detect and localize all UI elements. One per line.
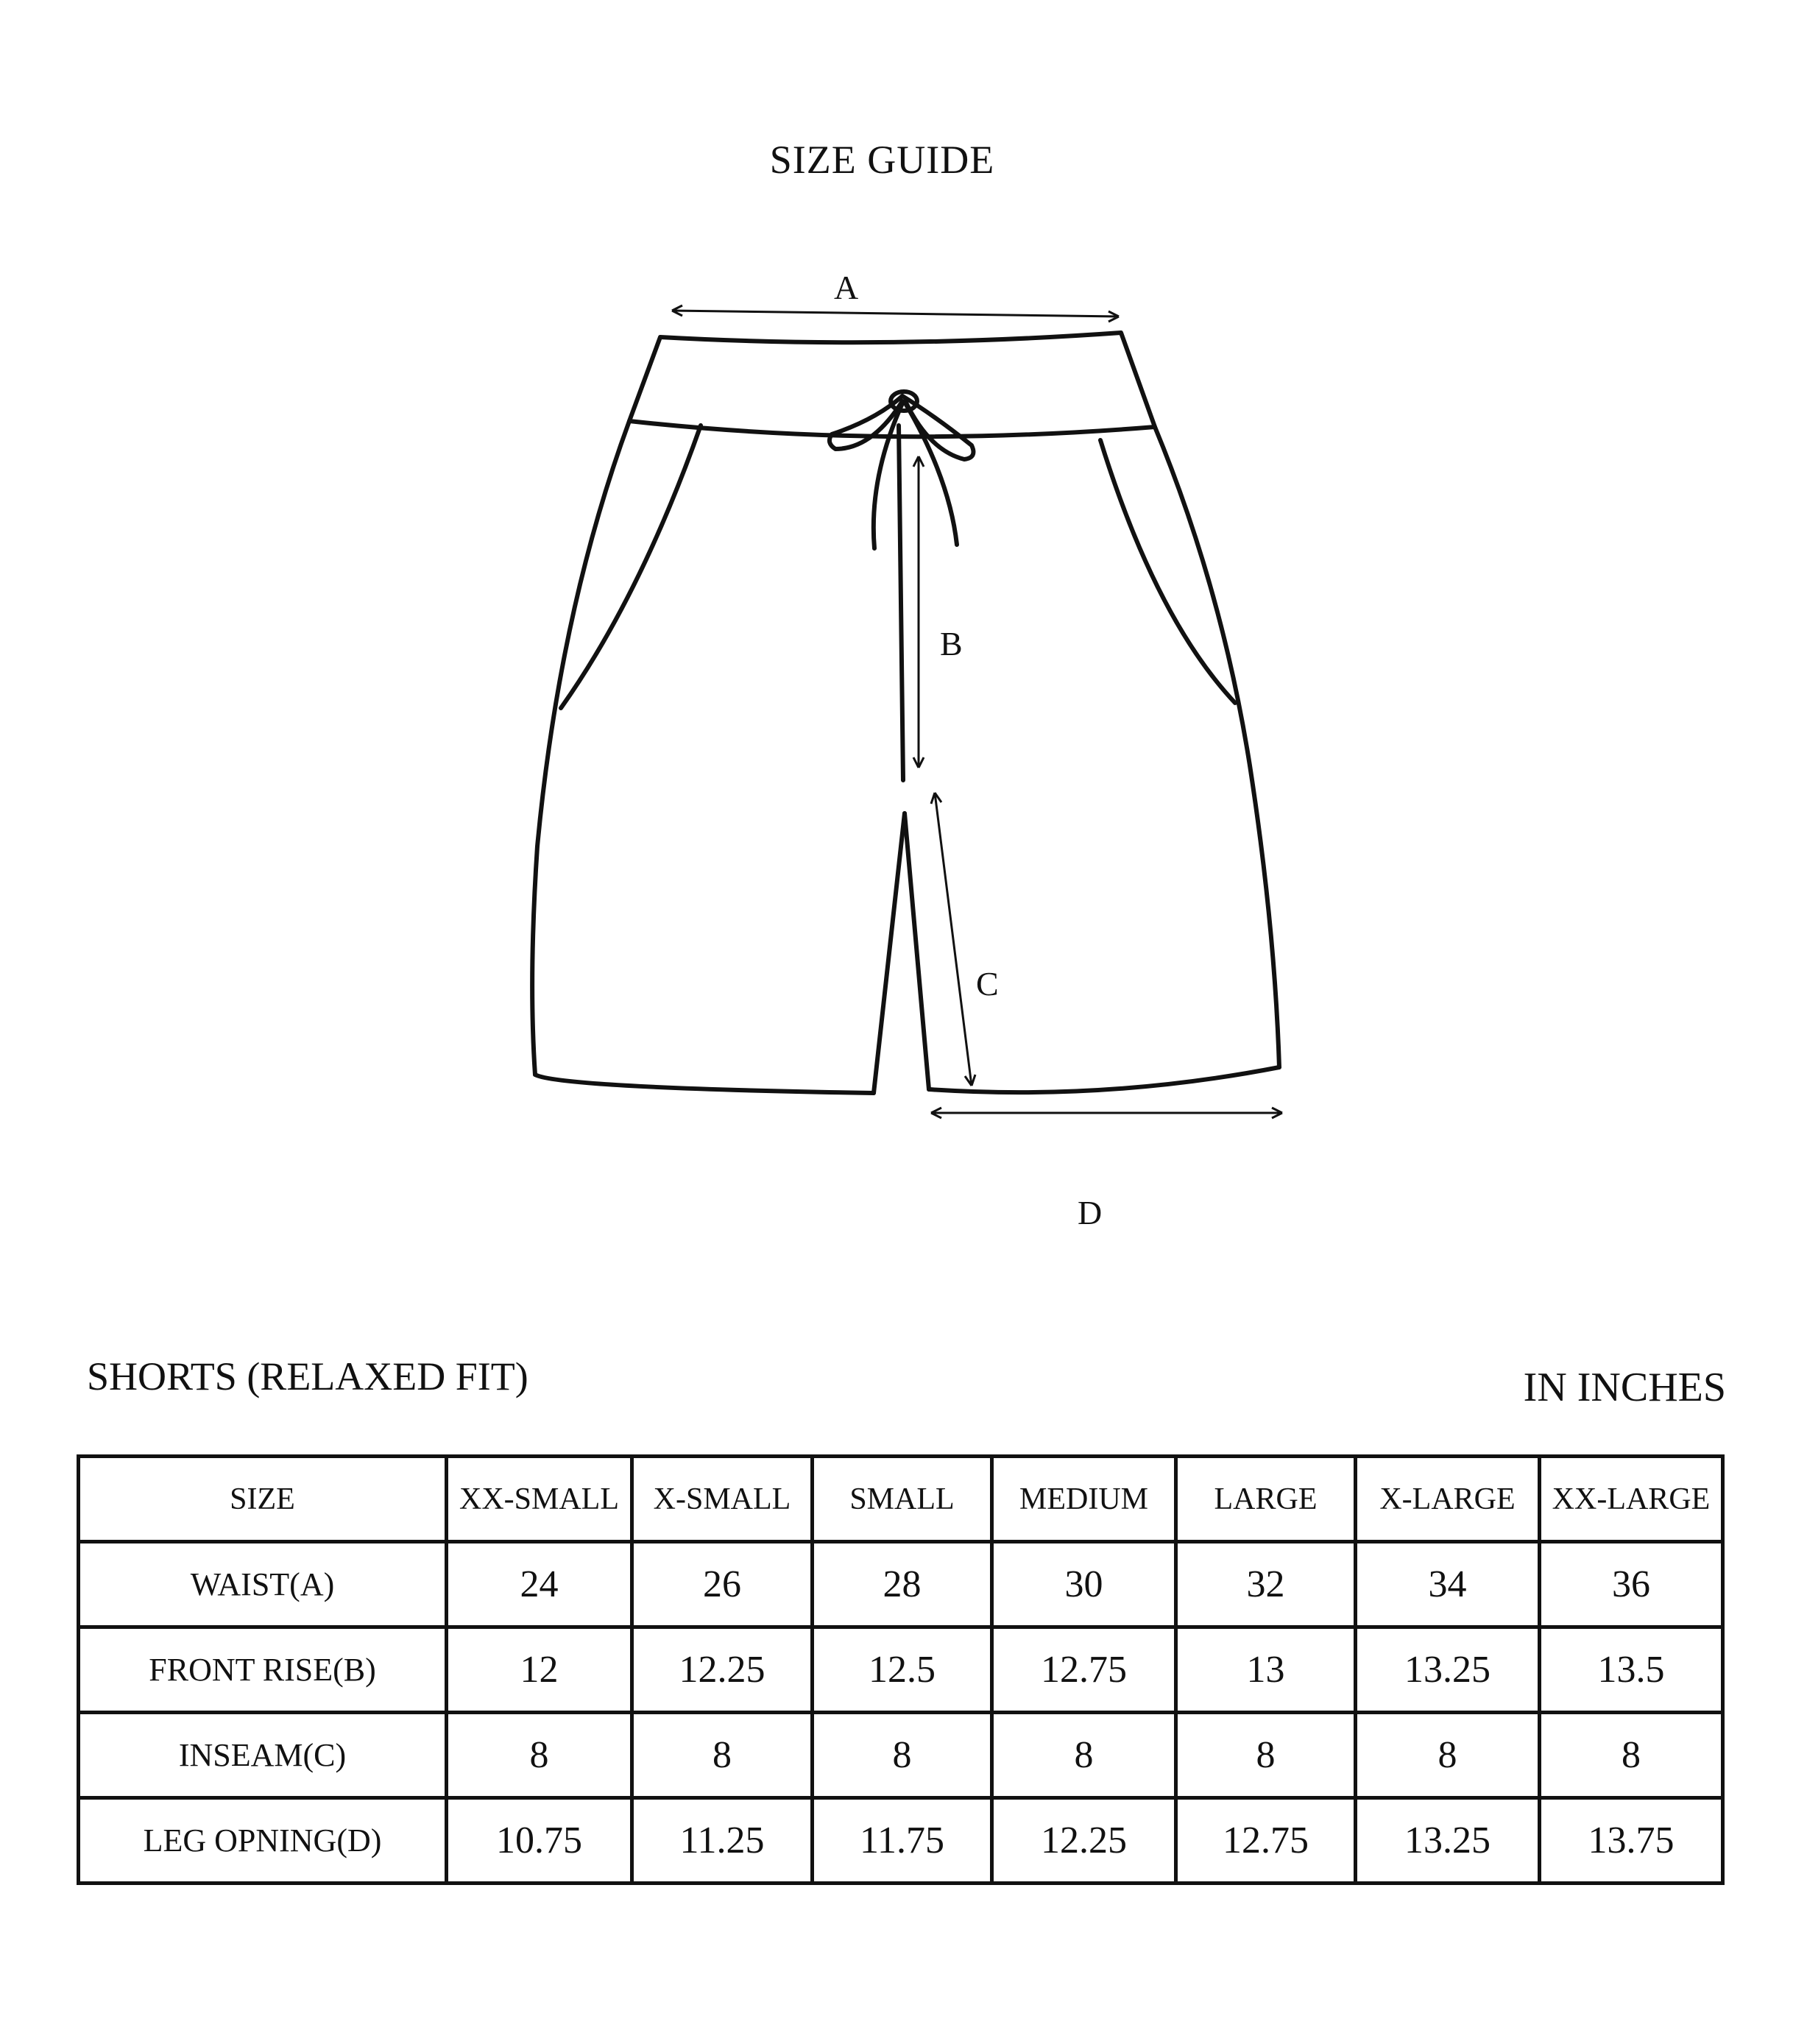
table-cell: 12.75 [1176,1798,1356,1884]
table-cell: 12.25 [632,1627,813,1713]
dimension-label-d: D [1078,1194,1103,1231]
header-size: XX-LARGE [1540,1457,1723,1542]
left-inseam [874,813,905,1093]
table-cell: 13.5 [1540,1627,1723,1713]
table-cell: 28 [813,1542,992,1627]
table-cell: 8 [813,1713,992,1798]
row-label: INSEAM(C) [79,1713,447,1798]
arrow-b [913,456,924,768]
arrow-d [931,1108,1282,1118]
table-cell: 12.25 [992,1798,1176,1884]
header-size: XX-SMALL [447,1457,632,1542]
table-cell: 34 [1356,1542,1540,1627]
table-cell: 13 [1176,1627,1356,1713]
center-seam [899,425,903,780]
table-row [79,1627,1723,1713]
table-cell: 24 [447,1542,632,1627]
table-row [79,1798,1723,1884]
right-hem [929,1067,1279,1092]
left-outer-seam [532,421,629,1075]
waistband-outline [629,333,1155,436]
table-cell: 11.75 [813,1798,992,1884]
table-cell: 13.75 [1540,1798,1723,1884]
header-size: MEDIUM [992,1457,1176,1542]
size-chart-table [77,1454,1725,1885]
right-inseam [905,813,929,1089]
unit-label: IN INCHES [1523,1365,1726,1410]
table-cell: 10.75 [447,1798,632,1884]
table-cell: 8 [992,1713,1176,1798]
header-size: LARGE [1176,1457,1356,1542]
right-outer-seam [1155,427,1279,1067]
left-pocket [561,425,701,708]
dimension-label-b: B [940,625,963,662]
table-cell: 36 [1540,1542,1723,1627]
right-pocket [1100,440,1235,703]
table-cell: 12.5 [813,1627,992,1713]
table-cell: 13.25 [1356,1798,1540,1884]
table-row [79,1542,1723,1627]
header-size: X-LARGE [1356,1457,1540,1542]
table-cell: 8 [1176,1713,1356,1798]
table-title: SHORTS (RELAXED FIT) [87,1354,528,1398]
row-label: WAIST(A) [79,1542,447,1627]
table-cell: 12 [447,1627,632,1713]
page-title: SIZE GUIDE [769,138,995,182]
header-size: SMALL [813,1457,992,1542]
table-cell: 11.25 [632,1798,813,1884]
table-row [79,1713,1723,1798]
table-cell: 8 [1540,1713,1723,1798]
table-cell: 8 [447,1713,632,1798]
header-size: X-SMALL [632,1457,813,1542]
row-label: LEG OPNING(D) [79,1798,447,1884]
table-cell: 13.25 [1356,1627,1540,1713]
table-cell: 32 [1176,1542,1356,1627]
table-cell: 8 [1356,1713,1540,1798]
table-cell: 8 [632,1713,813,1798]
table-cell: 30 [992,1542,1176,1627]
arrow-a [672,305,1119,322]
table-cell: 26 [632,1542,813,1627]
header-size-label: SIZE [79,1457,447,1542]
table-header-row [79,1457,1723,1542]
dimension-label-c: C [976,965,999,1002]
dimension-label-a: A [834,269,859,306]
table-cell: 12.75 [992,1627,1176,1713]
arrow-c [931,793,975,1086]
row-label: FRONT RISE(B) [79,1627,447,1713]
left-hem [535,1075,874,1093]
